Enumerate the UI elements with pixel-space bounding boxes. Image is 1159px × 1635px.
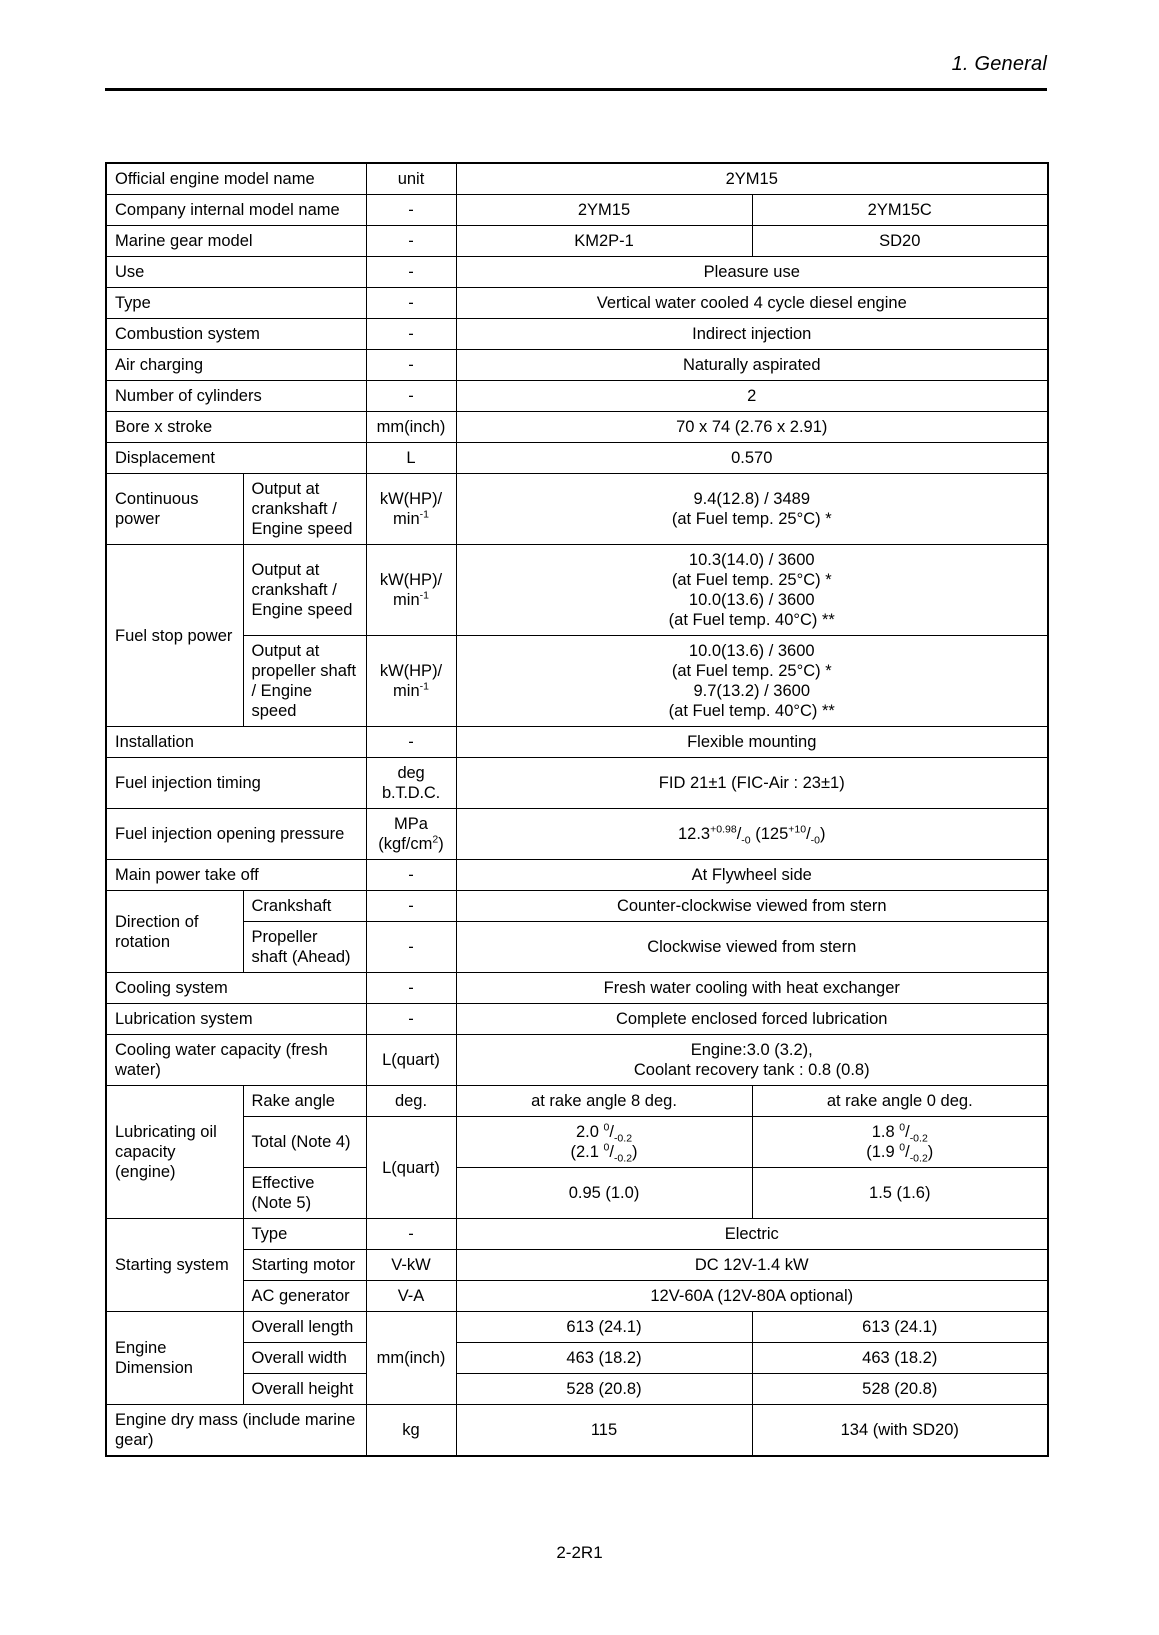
mpa-base: 12.3 [677,825,711,843]
row-value2-rake-angle: at rake angle 0 deg. [752,1086,1048,1117]
row-unit-marine-gear: - [366,226,456,257]
row-value-power-take-off: At Flywheel side [456,860,1048,891]
row-label-injection-timing: Fuel injection timing [106,758,366,809]
fuel-stop-propeller-line2: (at Fuel temp. 25°C) * [671,662,832,680]
continuous-power-line2: (at Fuel temp. 25°C) * [671,510,832,528]
row-sublabel-continuous-power: Output at crankshaft / Engine speed [243,474,366,545]
lube-total-v2-primary: 1.8 $^0/_{-0.2}$ [871,1121,928,1145]
row-unit-cylinders: - [366,381,456,412]
row-value-starting-motor: DC 12V-1.4 kW [456,1250,1048,1281]
unit-min-exponent: -1 [419,589,429,602]
engine-specification-table [105,162,1049,1457]
row-value2-company-model: 2YM15C [752,195,1048,226]
table-row [106,1281,1048,1312]
table-row [106,1004,1048,1035]
unit-kw-hp: kW(HP)/ [379,490,443,508]
row-value-fuel-stop-crankshaft [456,545,1048,636]
row-value-official-model: 2YM15 [456,163,1048,195]
lube-total-v1-paren: (2.1 $^0/_{-0.2}$) [570,1141,638,1165]
row-label-use: Use [106,257,366,288]
continuous-power-line1: 9.4(12.8) / 3489 [693,490,810,508]
row-label-injection-pressure: Fuel injection opening pressure [106,809,366,860]
row-value-installation: Flexible mounting [456,727,1048,758]
row-label-type: Type [106,288,366,319]
row-label-air-charging: Air charging [106,350,366,381]
row-label-bore-stroke: Bore x stroke [106,412,366,443]
lube-total-v1-paren-lower: -0.2 [613,1152,633,1165]
lube-total-v1-paren-upper: 0 [603,1141,610,1154]
fuel-stop-crankshaft-line4: (at Fuel temp. 40°C) ** [668,611,835,629]
row-value-fuel-stop-propeller [456,636,1048,727]
row-value-combustion: Indirect injection [456,319,1048,350]
lube-total-v1-primary: 2.0 $^0/_{-0.2}$ [575,1121,633,1145]
unit-mpa: MPa [394,815,428,833]
section-title: 1. General [951,53,1047,75]
table-row [106,1343,1048,1374]
row-unit-lube-oil: L(quart) [366,1117,456,1219]
page-number: 2-2R1 [556,1543,603,1562]
row-value-injection-pressure [456,809,1048,860]
row-value-injection-timing: FID 21±1 (FIC-Air : 23±1) [456,758,1048,809]
lube-total-v1-base: 2.0 [575,1123,599,1141]
row-value-ac-generator: 12V-60A (12V-80A optional) [456,1281,1048,1312]
table-row [106,226,1048,257]
row-label-continuous-power: Continuous power [106,474,243,545]
fuel-stop-crankshaft-line1: 10.3(14.0) / 3600 [688,551,815,569]
row-label-cooling-system: Cooling system [106,973,366,1004]
row-sublabel-overall-length: Overall length [243,1312,366,1343]
row-unit-starting-motor: V-kW [366,1250,456,1281]
lube-total-v2-paren-close: ) [927,1143,934,1161]
page-footer [0,1543,1159,1563]
row-unit-air-charging: - [366,350,456,381]
row-label-direction-rotation: Direction of rotation [106,891,243,973]
row-sublabel-direction-propeller: Propeller shaft (Ahead) [243,922,366,973]
row-value-cooling-water-capacity [456,1035,1048,1086]
row-value2-overall-length: 613 (24.1) [752,1312,1048,1343]
row-unit-installation: - [366,727,456,758]
row-label-installation: Installation [106,727,366,758]
unit-min: min [393,510,420,528]
row-value-direction-propeller: Clockwise viewed from stern [456,922,1048,973]
row-unit-combustion: - [366,319,456,350]
lube-total-v2-lower: -0.2 [909,1132,928,1145]
row-unit-engine-dimension: mm(inch) [366,1312,456,1405]
row-value1-company-model: 2YM15 [456,195,752,226]
row-sublabel-starting-motor: Starting motor [243,1250,366,1281]
row-label-fuel-stop-power: Fuel stop power [106,545,243,727]
row-unit-fuel-stop-crankshaft [366,545,456,636]
row-value-starting-type: Electric [456,1219,1048,1250]
row-unit-use: - [366,257,456,288]
row-sublabel-rake-angle: Rake angle [243,1086,366,1117]
table-row [106,1374,1048,1405]
row-sublabel-starting-type: Type [243,1219,366,1250]
table-row [106,443,1048,474]
unit-kgfcm2-pre: (kgf/cm [378,835,433,853]
table-row [106,412,1048,443]
mpa-upper-tolerance: +0.98 [710,823,737,836]
row-unit-type: - [366,288,456,319]
lube-total-v1-paren-base: (2.1 [570,1143,599,1161]
table-row [106,860,1048,891]
table-row [106,1250,1048,1281]
row-label-power-take-off: Main power take off [106,860,366,891]
table-row [106,381,1048,412]
row-unit-direction-crankshaft: - [366,891,456,922]
row-label-lube-oil-capacity: Lubricating oil capacity (engine) [106,1086,243,1219]
unit-min-exponent: -1 [419,680,429,693]
cooling-water-line1: Engine:3.0 (3.2), [690,1041,813,1059]
row-label-company-model: Company internal model name [106,195,366,226]
row-unit-company-model: - [366,195,456,226]
table-row [106,727,1048,758]
mpa-lower-tolerance: -0 [741,834,751,847]
row-label-engine-dimension: Engine Dimension [106,1312,243,1405]
lube-total-v1-lower: -0.2 [613,1132,633,1145]
row-value1-marine-gear: KM2P-1 [456,226,752,257]
row-label-cylinders: Number of cylinders [106,381,366,412]
table-row [106,891,1048,922]
row-value2-overall-height: 528 (20.8) [752,1374,1048,1405]
cooling-water-line2: Coolant recovery tank : 0.8 (0.8) [633,1061,870,1079]
row-unit-bore-stroke: mm(inch) [366,412,456,443]
table-row [106,288,1048,319]
row-value-type: Vertical water cooled 4 cycle diesel engine [456,288,1048,319]
unit-kgfcm2-exponent: 2 [432,833,439,846]
unit-kw-hp: kW(HP)/ [379,662,443,680]
row-sublabel-ac-generator: AC generator [243,1281,366,1312]
row-label-official-model: Official engine model name [106,163,366,195]
table-row [106,545,1048,636]
row-sublabel-fuel-stop-propeller: Output at propeller shaft / Engine speed [243,636,366,727]
injection-pressure-mpa: $12.3^{+0.98}/_{-0}$ [677,823,751,847]
lube-total-v2-paren-base: (1.9 [866,1143,895,1161]
table-row [106,1086,1048,1117]
row-unit-ac-generator: V-A [366,1281,456,1312]
row-value1-dry-mass: 115 [456,1405,752,1457]
kgf-close-paren: ) [820,825,826,843]
row-value-displacement: 0.570 [456,443,1048,474]
row-value1-overall-height: 528 (20.8) [456,1374,752,1405]
table-row [106,1405,1048,1457]
injection-pressure-kgf: $(125^{+10}/_{-0})$ [755,823,826,847]
unit-kgfcm2-post: ) [438,835,444,853]
row-label-lubrication-system: Lubrication system [106,1004,366,1035]
row-value1-overall-length: 613 (24.1) [456,1312,752,1343]
table-row [106,350,1048,381]
row-unit-injection-timing: deg b.T.D.C. [366,758,456,809]
lube-total-v1-paren-close: ) [632,1143,638,1161]
fuel-stop-propeller-line4: (at Fuel temp. 40°C) ** [668,702,835,720]
page-header [105,52,1047,92]
row-label-cooling-water-capacity: Cooling water capacity (fresh water) [106,1035,366,1086]
table-row [106,809,1048,860]
table-row [106,1035,1048,1086]
lube-total-v2-paren-upper: 0 [899,1141,906,1154]
row-value-lubrication-system: Complete enclosed forced lubrication [456,1004,1048,1035]
kgf-upper-tolerance: +10 [788,823,807,836]
row-value-direction-crankshaft: Counter-clockwise viewed from stern [456,891,1048,922]
kgf-lower-tolerance: -0 [810,834,820,847]
fuel-stop-crankshaft-line2: (at Fuel temp. 25°C) * [671,571,832,589]
table-row [106,1219,1048,1250]
row-value-continuous-power [456,474,1048,545]
table-row [106,1117,1048,1168]
table-row [106,257,1048,288]
row-unit-rake-angle: deg. [366,1086,456,1117]
specification-table-container [105,162,1047,1457]
row-value2-overall-width: 463 (18.2) [752,1343,1048,1374]
row-sublabel-overall-height: Overall height [243,1374,366,1405]
row-label-starting-system: Starting system [106,1219,243,1312]
row-unit-displacement: L [366,443,456,474]
row-sublabel-overall-width: Overall width [243,1343,366,1374]
row-sublabel-lube-effective: Effective (Note 5) [243,1168,366,1219]
row-value1-overall-width: 463 (18.2) [456,1343,752,1374]
kgf-base: (125 [755,825,789,843]
row-value2-lube-effective: 1.5 (1.6) [752,1168,1048,1219]
lube-total-v2-upper: 0 [899,1121,906,1134]
row-value-cooling-system: Fresh water cooling with heat exchanger [456,973,1048,1004]
row-unit-continuous-power [366,474,456,545]
header-divider [105,88,1047,91]
row-value-air-charging: Naturally aspirated [456,350,1048,381]
lube-total-v2-paren: (1.9 $^0/_{-0.2}$) [866,1141,934,1165]
row-value-cylinders: 2 [456,381,1048,412]
unit-kw-hp: kW(HP)/ [379,571,443,589]
row-unit-starting-type: - [366,1219,456,1250]
row-unit-official-model: unit [366,163,456,195]
lube-total-v2-base: 1.8 [871,1123,895,1141]
lube-total-v2-paren-lower: -0.2 [909,1152,928,1165]
row-value2-lube-total [752,1117,1048,1168]
row-sublabel-fuel-stop-crankshaft: Output at crankshaft / Engine speed [243,545,366,636]
row-value1-lube-total [456,1117,752,1168]
row-label-marine-gear: Marine gear model [106,226,366,257]
table-row [106,922,1048,973]
table-row [106,758,1048,809]
row-label-displacement: Displacement [106,443,366,474]
row-value-bore-stroke: 70 x 74 (2.76 x 2.91) [456,412,1048,443]
fuel-stop-crankshaft-line3: 10.0(13.6) / 3600 [688,591,815,609]
row-unit-cooling-water-capacity: L(quart) [366,1035,456,1086]
table-row [106,163,1048,195]
table-row [106,474,1048,545]
row-value1-rake-angle: at rake angle 8 deg. [456,1086,752,1117]
row-value2-marine-gear: SD20 [752,226,1048,257]
row-sublabel-lube-total: Total (Note 4) [243,1117,366,1168]
table-row [106,636,1048,727]
row-value1-lube-effective: 0.95 (1.0) [456,1168,752,1219]
table-row [106,1168,1048,1219]
row-unit-injection-pressure [366,809,456,860]
row-unit-power-take-off: - [366,860,456,891]
fuel-stop-propeller-line3: 9.7(13.2) / 3600 [693,682,810,700]
table-row [106,195,1048,226]
table-row [106,1312,1048,1343]
row-value-use: Pleasure use [456,257,1048,288]
row-unit-dry-mass: kg [366,1405,456,1457]
row-unit-direction-propeller: - [366,922,456,973]
lube-total-v1-upper: 0 [603,1121,610,1134]
row-unit-fuel-stop-propeller [366,636,456,727]
unit-min-exponent: -1 [419,508,429,521]
row-label-dry-mass: Engine dry mass (include marine gear) [106,1405,366,1457]
row-sublabel-direction-crankshaft: Crankshaft [243,891,366,922]
row-value2-dry-mass: 134 (with SD20) [752,1405,1048,1457]
fuel-stop-propeller-line1: 10.0(13.6) / 3600 [688,642,815,660]
table-row [106,319,1048,350]
unit-min: min [393,682,420,700]
row-unit-lubrication-system: - [366,1004,456,1035]
row-label-combustion: Combustion system [106,319,366,350]
row-unit-cooling-system: - [366,973,456,1004]
unit-min: min [393,591,420,609]
table-row [106,973,1048,1004]
